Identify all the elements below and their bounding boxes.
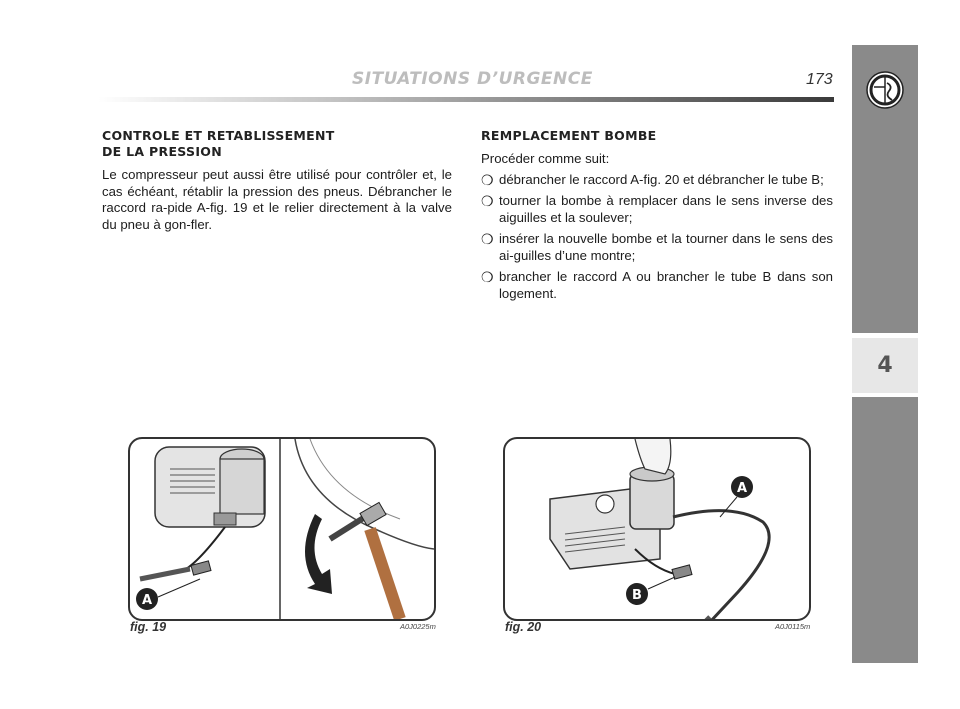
sidebar-band-bottom — [852, 397, 918, 663]
figure-label-b: B — [632, 588, 642, 603]
right-section — [481, 128, 833, 307]
figure-20-illustration — [503, 437, 811, 621]
section-heading-replacement: REMPLACEMENT BOMBE — [481, 128, 657, 143]
figure-20-caption: fig. 20 — [505, 620, 542, 634]
page-number: 173 — [806, 71, 833, 88]
chapter-tab[interactable] — [852, 338, 918, 393]
left-section — [102, 128, 452, 233]
chapter-number: 4 — [877, 353, 893, 378]
step-text: débrancher le raccord A-fig. 20 et débrancher le tube B; — [499, 171, 824, 187]
figure-19-illustration — [128, 437, 436, 621]
step-text: insérer la nouvelle bombe et la tourner dans le sens des ai-guilles d’une montre; — [499, 231, 833, 263]
header-rule — [98, 97, 834, 102]
figure-20-code: A0J0115m — [775, 622, 811, 631]
bullet-icon: ❍ — [481, 193, 494, 209]
page-title: SITUATIONS D’URGENCE — [352, 69, 593, 89]
step-text: brancher le raccord A ou brancher le tube B dans son logement. — [499, 269, 833, 301]
list-item — [481, 231, 833, 264]
list-item — [481, 193, 833, 226]
alfa-romeo-logo-icon — [866, 71, 904, 109]
figure-19-caption: fig. 19 — [130, 620, 167, 634]
heading-line-1: CONTROLE ET RETABLISSEMENT — [102, 128, 335, 143]
bullet-icon: ❍ — [481, 171, 494, 188]
pressure-paragraph: Le compresseur peut aussi être utilisé pour contrôler et, le cas échéant, rétablir la pression des pneus. Débrancher le raccord ra-pide A-fig. 19 et le relier directement à la valve du pneu à gon-fler. — [102, 167, 452, 232]
replacement-steps — [481, 172, 833, 303]
figure-label-a: A — [736, 481, 748, 496]
bullet-icon: ❍ — [481, 269, 494, 285]
replacement-intro: Procéder comme suit: — [481, 151, 610, 166]
heading-line-2: DE LA PRESSION — [102, 144, 222, 159]
figure-19-code: A0J0225m — [400, 622, 436, 631]
list-item — [481, 269, 833, 302]
step-text: tourner la bombe à remplacer dans le sens inverse des aiguilles et la soulever; — [499, 193, 833, 225]
list-item — [481, 172, 833, 189]
section-heading-pressure — [102, 128, 452, 160]
bullet-icon: ❍ — [481, 231, 494, 247]
figure-label-a: A — [141, 593, 153, 608]
